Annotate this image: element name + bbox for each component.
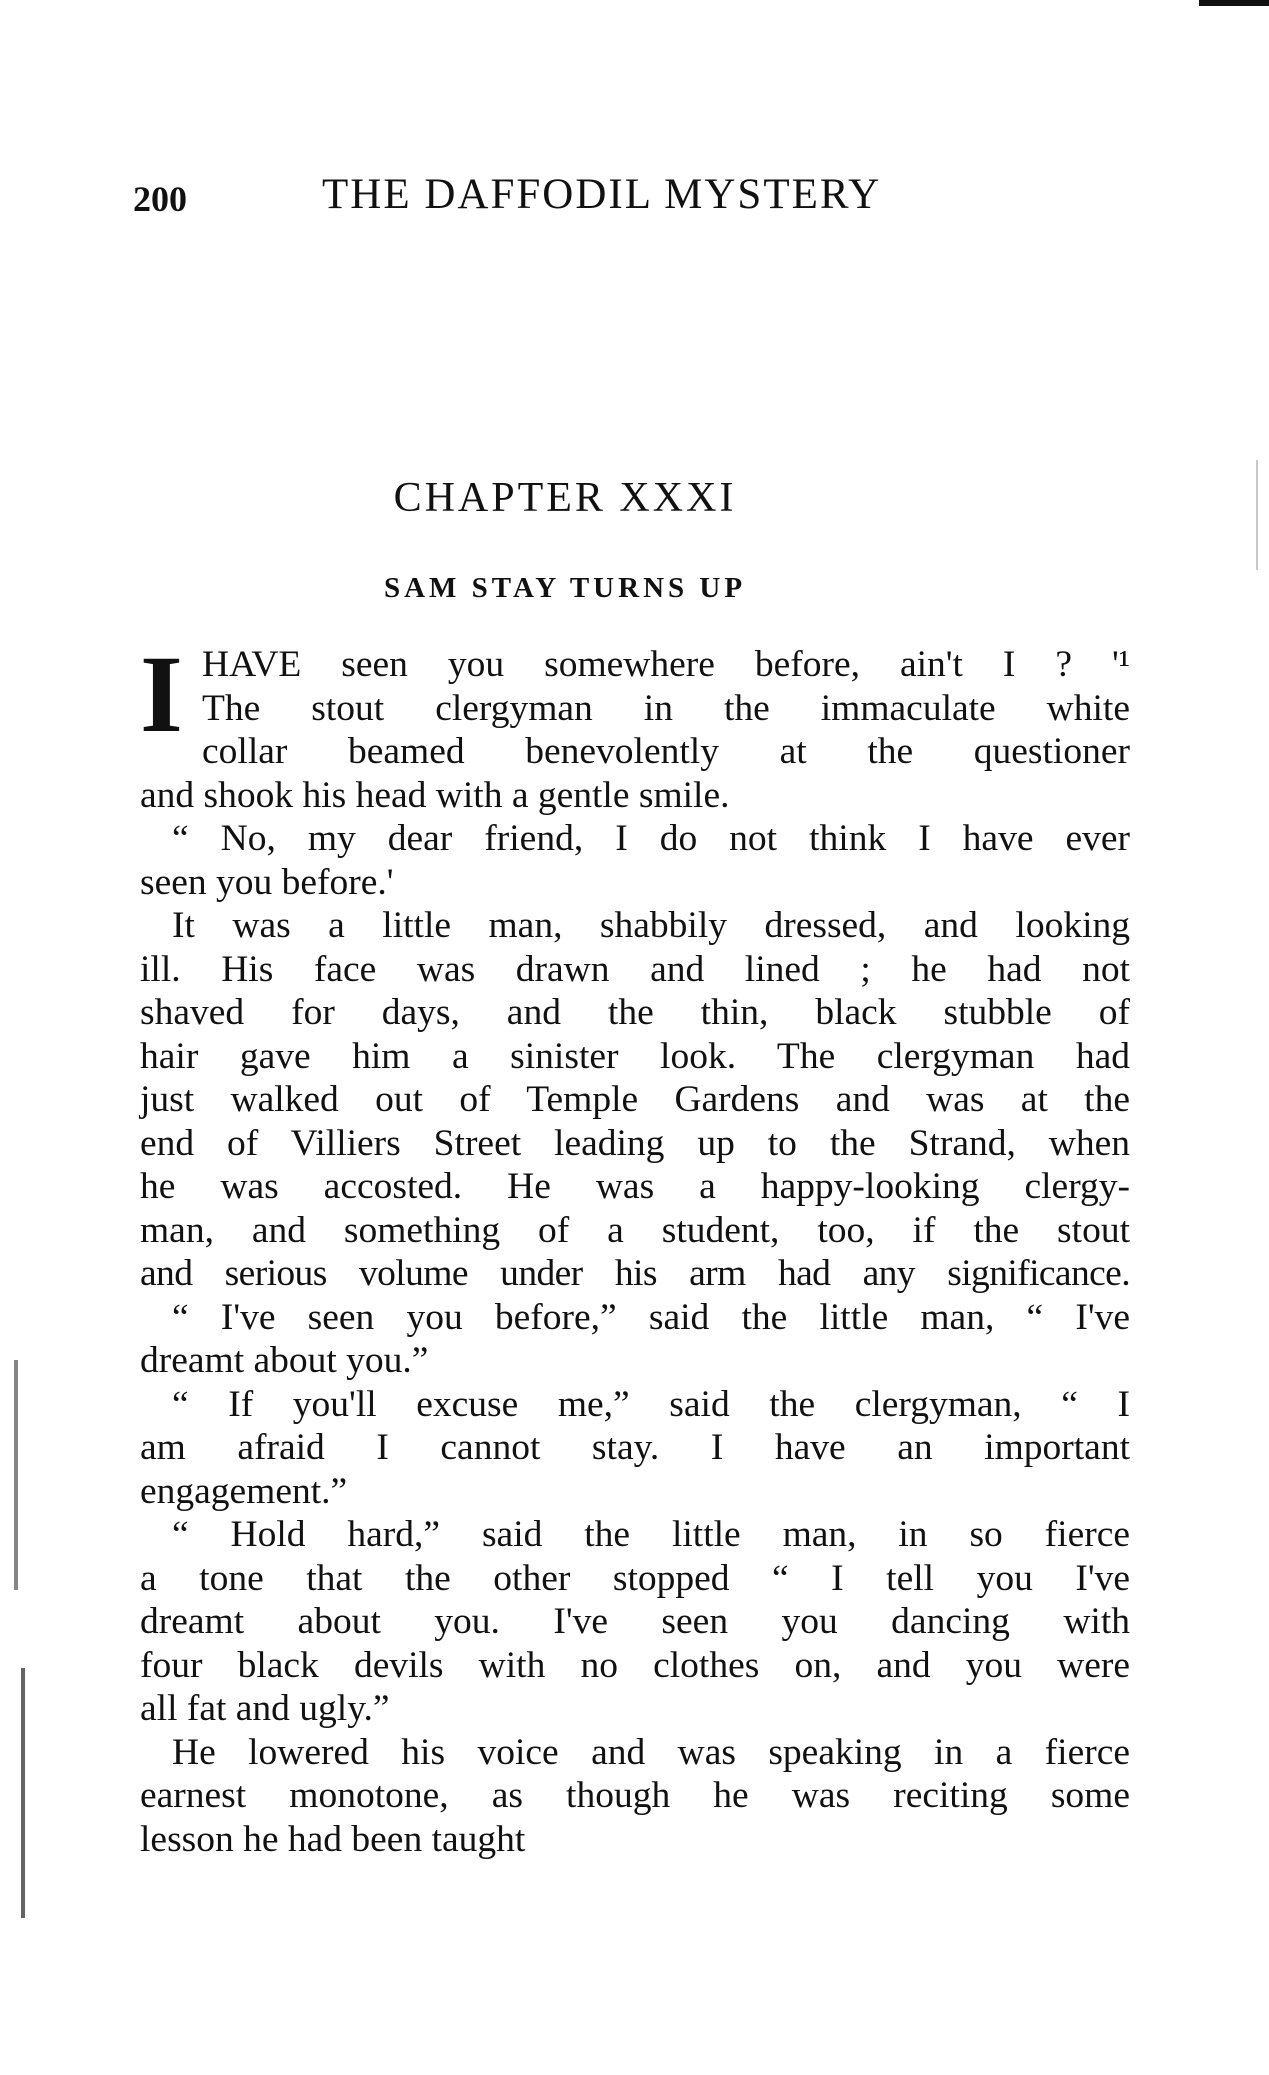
text-line: am afraid I cannot stay. I have an important (140, 1427, 1130, 1468)
text-line: ill. His face was drawn and lined ; he had not (140, 948, 1130, 990)
scan-corner-mark (1199, 0, 1269, 6)
scan-margin-mark (14, 1360, 18, 1590)
text-line: he was accosted. He was a happy-looking clergy- (140, 1166, 1130, 1207)
text-line: collar beamed benevolently at the questioner (202, 731, 1130, 772)
body-text (140, 633, 1130, 1861)
chapter-title: CHAPTER XXXI (393, 475, 737, 521)
text-line: engagement.” (140, 1470, 348, 1512)
text-line: earnest monotone, as though he was reciting some (140, 1775, 1130, 1816)
running-title: THE DAFFODIL MYSTERY (322, 171, 882, 218)
drop-cap: I (140, 633, 183, 755)
text-line: four black devils with no clothes on, and you were (140, 1644, 1130, 1686)
text-line: and serious volume under his arm had any significance. (140, 1253, 1130, 1294)
text-line: seen you before.' (140, 861, 394, 903)
text-line: dreamt about you. I've seen you dancing with (140, 1601, 1130, 1642)
text-line: end of Villiers Street leading up to the Strand, when (140, 1122, 1130, 1164)
scan-margin-mark (1256, 460, 1258, 570)
text-line: lesson he had been taught (140, 1818, 526, 1860)
text-line: all fat and ugly.” (140, 1688, 390, 1729)
text-line: just walked out of Temple Gardens and was at the (140, 1079, 1130, 1120)
text-line: It was a little man, shabbily dressed, and looking (172, 905, 1130, 946)
text-line: a tone that the other stopped “ I tell you I've (140, 1557, 1130, 1599)
text-line: “ No, my dear friend, I do not think I have ever (172, 818, 1130, 859)
scan-margin-mark (21, 1668, 25, 1918)
text-line: “ Hold hard,” said the little man, in so fierce (172, 1514, 1130, 1555)
text-line: He lowered his voice and was speaking in a fierce (172, 1731, 1130, 1773)
chapter-subtitle: SAM STAY TURNS UP (383, 572, 747, 604)
text-line: dreamt about you.” (140, 1340, 429, 1381)
text-line: HAVE seen you somewhere before, ain't I ? '¹ (202, 644, 1130, 685)
text-line: “ If you'll excuse me,” said the clergyman, “ I (172, 1383, 1130, 1425)
page-number: 200 (133, 179, 187, 219)
text-line: and shook his head with a gentle smile. (140, 774, 730, 816)
text-line: hair gave him a sinister look. The clergyman had (140, 1035, 1130, 1077)
text-line: The stout clergyman in the immaculate white (202, 687, 1130, 729)
text-line: “ I've seen you before,” said the little man, “ I've (172, 1296, 1130, 1338)
text-line: shaved for days, and the thin, black stubble of (140, 992, 1130, 1033)
text-line: man, and something of a student, too, if the stout (140, 1209, 1130, 1251)
